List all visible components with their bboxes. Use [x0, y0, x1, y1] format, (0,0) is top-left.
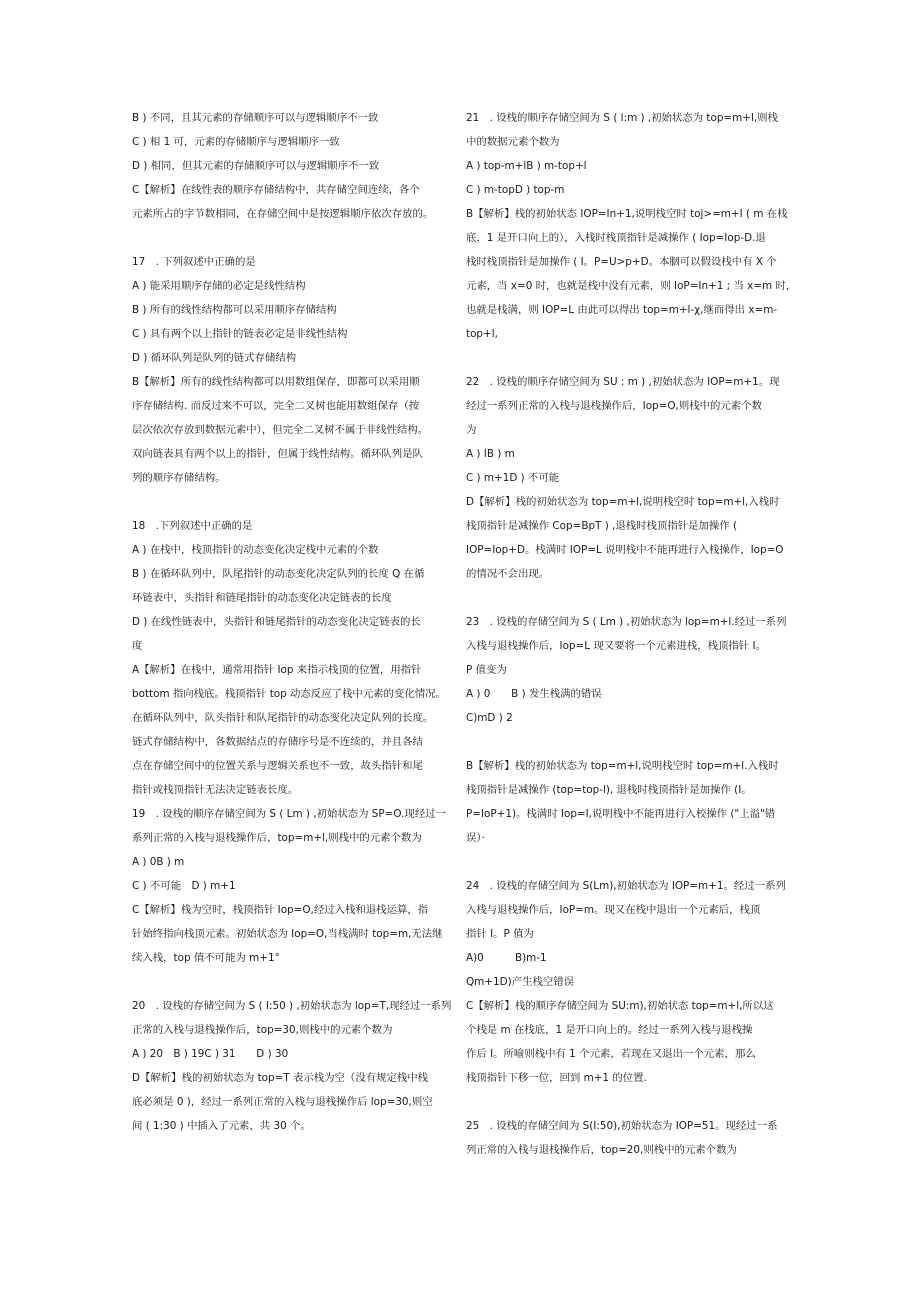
right-text-line: Qm+1D)产生栈空错误: [466, 976, 575, 988]
right-text-line: 底，1 是开口向上的），入栈时栈顶指针是减操作 ( Iop=Iop-D.退: [466, 232, 766, 244]
right-text-line: 为: [466, 424, 477, 436]
right-text-line: 个栈是 m 在栈底，1 是开口向上的。经过一系列入栈与退栈操: [466, 1024, 753, 1036]
right-text-line: A ) IB ) m: [466, 448, 515, 460]
right-text-line: 24 . 设栈的存储空间为 S(Lm),初始状态为 IOP=m+1。经过一系列: [466, 880, 786, 892]
right-text-line: 也就是栈满，则 IOP=L 由此可以得出 top=m+l-χ,继而得出 x=m-: [466, 304, 778, 316]
left-text-line: 针始终指向栈顶元素。初始状态为 Iop=O,当栈满时 top=m,无法继: [132, 928, 443, 940]
right-text-line: 误）·: [466, 832, 485, 844]
left-text-line: D ) 循环队列是队列的链式存储结构: [132, 352, 297, 364]
right-text-line: 中的数据元素个数为: [466, 136, 560, 148]
right-text-line: 列正常的入栈与退栈操作后，top=20,则栈中的元素个数为: [466, 1144, 737, 1156]
left-text-line: 18 .下列叙述中正确的是: [132, 520, 253, 532]
left-text-line: 列的顺序存储结构。: [132, 472, 226, 484]
left-text-line: 在循环队列中，队头指针和队尾指针的动态变化决定队列的长度。: [132, 712, 434, 724]
right-text-line: 22 . 设栈的顺序存储空间为 SU : m ) ,初始状态为 IOP=m+1。现: [466, 376, 780, 388]
right-text-line: 21 . 设栈的顺序存储空间为 S ( l:m ) ,初始状态为 top=m+l,则栈: [466, 112, 778, 124]
right-text-line: C【解析】栈的顺序存储空间为 SU:m),初始状态 top=m+l,所以这: [466, 1000, 774, 1012]
left-text-line: A【解析】在栈中，通常用指针 Iop 来指示栈顶的位置，用指针: [132, 664, 422, 676]
right-text-line: C)mD ) 2: [466, 712, 513, 724]
left-text-line: B ) 不同，且其元素的存储顺序可以与逻辑顺序不一致: [132, 112, 379, 124]
left-text-line: B【解析】所有的线性结构都可以用数组保存，即都可以采用顺: [132, 376, 420, 388]
left-text-line: 17 . 下列叙述中正确的是: [132, 256, 256, 268]
right-text-line: B【解析】栈的初始状态 IOP=In+1,说明栈空时 toj>=m+I ( m 在栈: [466, 208, 788, 220]
left-text-line: 链式存储结构中，各数据结点的存储序号是不连续的，并且各结: [132, 736, 423, 748]
left-text-line: bottom 指向栈底。栈顶指针 top 动态反应了栈中元素的变化情况。: [132, 688, 446, 700]
right-text-line: P 值变为: [466, 664, 507, 676]
left-text-line: 双向链表具有两个以上的指针，但属于线性结构。循环队列是队: [132, 448, 423, 460]
right-text-line: C ) m+1D ) 不可能: [466, 472, 560, 484]
right-text-line: 23 . 设栈的存储空间为 S ( Lm ) ,初始状态为 lop=m+l.经过一系列: [466, 616, 787, 628]
left-column: [132, 106, 454, 1138]
right-text-spacer: [466, 586, 794, 610]
right-text-line: C ) m-topD ) top-m: [466, 184, 565, 196]
left-text-line: D ) 相同，但其元素的存储顺序可以与逻辑顺序不一致: [132, 160, 380, 172]
left-text-line: A ) 能采用顺序存储的必定是线性结构: [132, 280, 306, 292]
left-text-line: A ) 在栈中，栈顶指针的动态变化决定栈中元素的个数: [132, 544, 379, 556]
right-text-line: 栈顶指针下移一位，回到 m+1 的位置.: [466, 1072, 647, 1084]
right-text-spacer: [466, 850, 794, 874]
left-text-line: A ) 0B ) m: [132, 856, 185, 868]
left-text-line: B ) 在循环队列中，队尾指针的动态变化决定队列的长度 Q 在循: [132, 568, 425, 580]
left-text-spacer: [132, 970, 454, 994]
right-text-line: B【解析】栈的初始状态为 top=m+l,说明栈空时 top=m+l.入栈时: [466, 760, 779, 772]
left-text-line: D ) 在线性链表中，头指针和链尾指针的动态变化决定链表的长: [132, 616, 421, 628]
left-text-line: C【解析】在线性表的顺序存储结构中，共存储空间连续，各个: [132, 184, 420, 196]
right-text-line: A)0 B)m-1: [466, 952, 547, 964]
left-text-line: A ) 20 B ) 19C ) 31 D ) 30: [132, 1048, 289, 1060]
left-text-line: 续入栈，top 值不可能为 m+1°: [132, 952, 280, 964]
left-text-line: 层次依次存放到数据元素中），但完全二叉树不属于非线性结构。: [132, 424, 429, 436]
left-text-line: C ) 不可能 D ) m+1: [132, 880, 236, 892]
right-text-line: top+l,: [466, 328, 498, 340]
left-text-line: B ) 所有的线性结构都可以采用顺序存储结构: [132, 304, 337, 316]
left-text-line: 环链表中，头指针和链尾指针的动态变化决定链表的长度: [132, 592, 392, 604]
right-text-line: 入栈与退栈操作后，Iop=L 现又要将一个元素进栈，栈顶指针 I。: [466, 640, 766, 652]
right-text-line: D【解析】栈的初始状态为 top=m+l,说明栈空时 top=m+l,入栈时: [466, 496, 780, 508]
left-text-line: C ) 具有两个以上指针的链表必定是非线性结构: [132, 328, 348, 340]
right-text-line: 栈顶指针是减操作 Cop=BpT ) ,退栈时栈顶指针是加操作 (: [466, 520, 738, 532]
right-text-line: 的情况不会出现。: [466, 568, 550, 580]
left-text-line: 序存储结构. 而反过来不可以，完全二叉树也能用数组保存（按: [132, 400, 420, 412]
right-text-line: 入栈与退栈操作后，IoP=m。现又在栈中退出一个元素后，栈顶: [466, 904, 761, 916]
right-text-line: 元素，当 x=0 时，也就是栈中没有元素，则 IoP=In+1 ; 当 x=m 时，: [466, 280, 797, 292]
right-text-line: 栈顶指针是减操作 (top=top-l), 退栈时栈顶指针是加操作 (I。: [466, 784, 752, 796]
right-column: [466, 106, 797, 1162]
left-text-line: 20 . 设栈的存储空间为 S ( I:50 ) ,初始状态为 lop=T,现经过一系列: [132, 1000, 452, 1012]
left-text-line: 度: [132, 640, 143, 652]
left-text-line: 元素所占的字节数相同，在存储空间中是按逻辑顺序依次存放的。: [132, 208, 434, 220]
right-text-line: 25 . 设栈的存储空间为 S(I:50),初始状态为 IOP=51。现经过一系: [466, 1120, 778, 1132]
left-text-line: 间 ( 1:30 ) 中插入了元素，共 30 个。: [132, 1120, 311, 1132]
right-text-spacer: [466, 1090, 794, 1114]
left-text-line: D【解析】栈的初始状态为 top=T 表示栈为空（没有规定栈中栈: [132, 1072, 429, 1084]
left-text-line: 系列正常的入栈与退栈操作后，top=m+l,则栈中的元素个数为: [132, 832, 422, 844]
right-text-spacer: [466, 730, 794, 754]
left-text-line: 正常的入栈与退栈操作后，top=30,则栈中的元素个数为: [132, 1024, 393, 1036]
left-text-spacer: [132, 490, 454, 514]
right-text-line: A ) top-m+lB ) m-top+l: [466, 160, 587, 172]
left-text-line: C【解析】栈为空时，栈顶指针 Iop=O,经过入栈和退栈运算，指: [132, 904, 429, 916]
right-text-spacer: [466, 346, 794, 370]
left-text-line: 点在存储空间中的位置关系与逻辑关系也不一致，故头指针和尾: [132, 760, 423, 772]
right-text-line: 作后 I。所喻则栈中有 1 个元素，若现在又退出一个元素，那么: [466, 1048, 756, 1060]
right-text-line: 指针 I。P 值为: [466, 928, 534, 940]
right-text-line: 栈时栈顶指针是加操作 ( I。P=U>p+D。本胭可以假设栈中有 X 个: [466, 256, 777, 268]
right-text-line: P=IoP+1)。栈满时 Iop=I,说明栈中不能再进行入校操作 ("上溢"错: [466, 808, 776, 820]
left-text-line: 19 . 设栈的顺序存储空间为 S ( Lm ) ,初始状态为 SP=O.现经过一: [132, 808, 446, 820]
right-text-line: A ) 0 B ) 发生栈满的错误: [466, 688, 602, 700]
left-text-line: 指针或栈顶指针无法决定链表长度。: [132, 784, 299, 796]
left-text-spacer: [132, 226, 454, 250]
left-text-line: 底必须是 0 )，经过一系列正常的入栈与退栈操作后 lop=30,则空: [132, 1096, 433, 1108]
right-text-line: 经过一系列正常的入栈与退栈操作后，Iop=O,则栈中的元素个数: [466, 400, 762, 412]
left-text-line: C ) 相 1 可，元素的存储顺序与逻辑顺序一致: [132, 136, 340, 148]
right-text-line: IOP=Iop+D。栈满时 IOP=L 说明栈中不能再进行入栈操作，Iop=O: [466, 544, 784, 556]
